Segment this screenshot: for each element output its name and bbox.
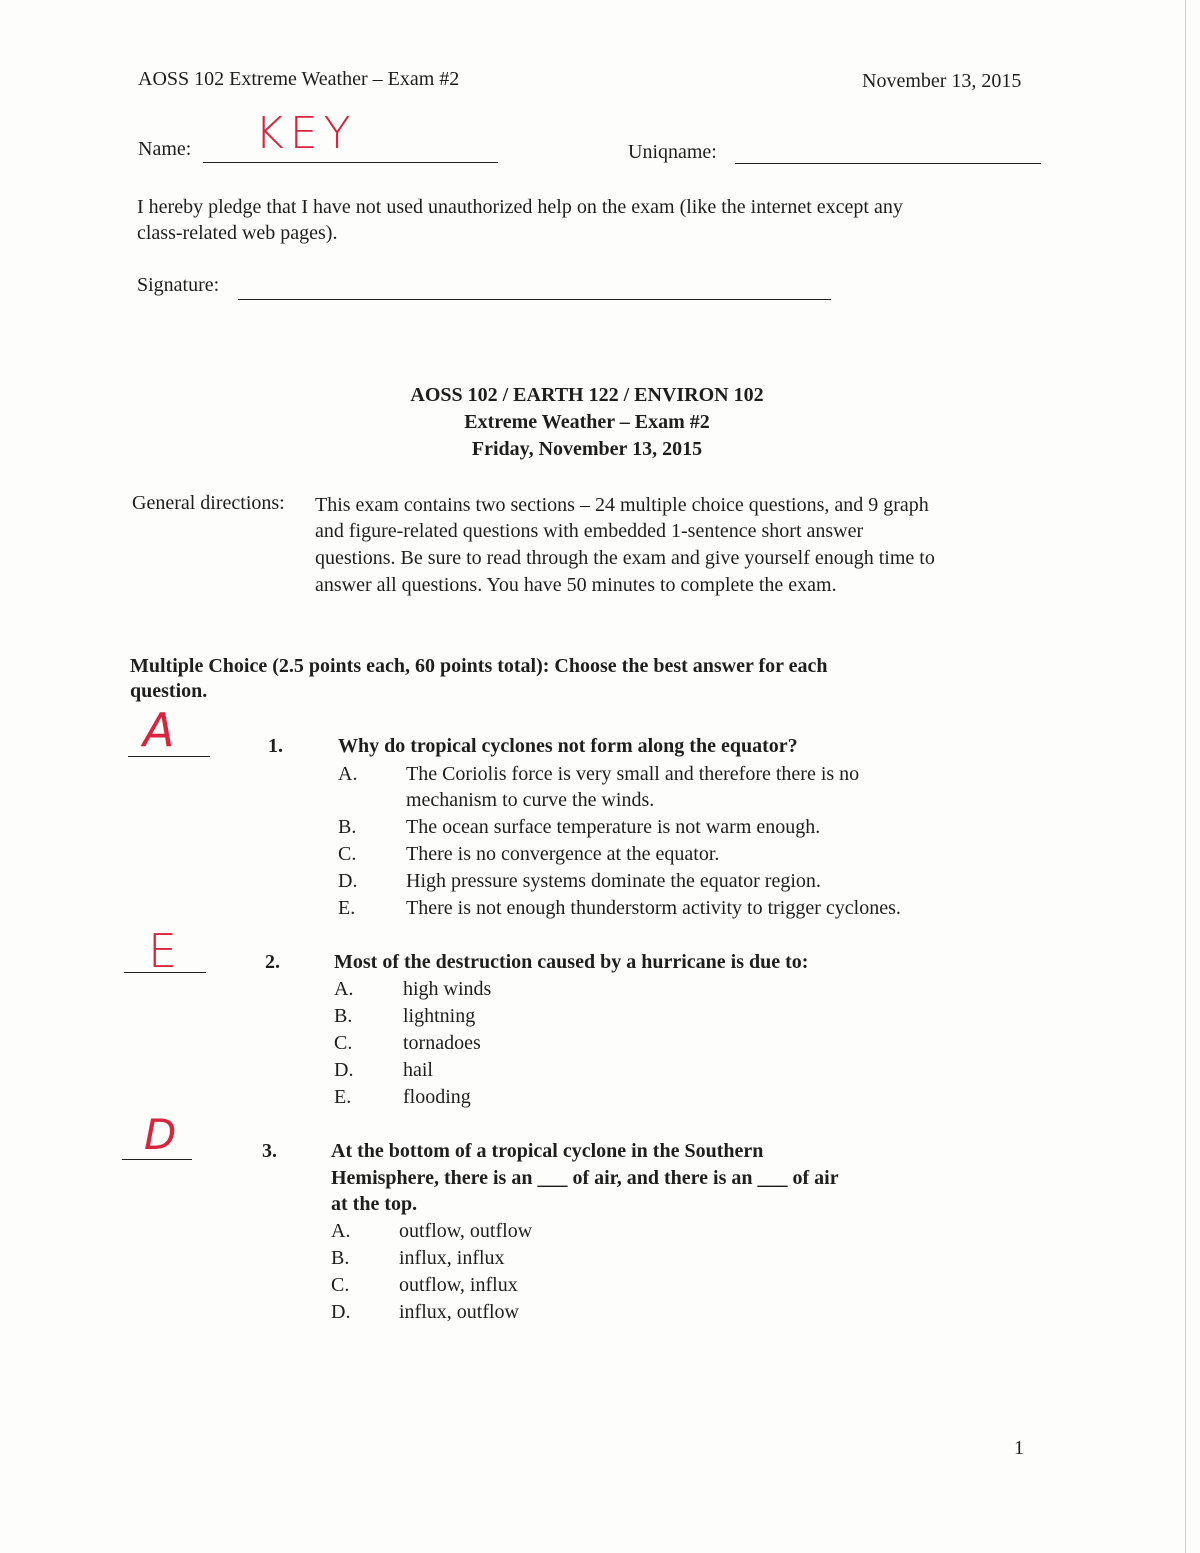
question-number: 3.	[262, 1140, 277, 1162]
question-prompt-line: At the bottom of a tropical cyclone in the Southern	[331, 1140, 764, 1162]
question-prompt-line: at the top.	[331, 1193, 418, 1215]
uniqname-label: Uniqname:	[628, 141, 717, 163]
uniqname-field-line[interactable]	[735, 163, 1041, 164]
option-letter: B.	[334, 1005, 353, 1027]
name-label: Name:	[138, 138, 192, 160]
option-letter: C.	[334, 1032, 353, 1054]
option-letter: C.	[338, 843, 357, 865]
name-field-line[interactable]	[203, 162, 498, 163]
answer-blank-3[interactable]	[122, 1159, 192, 1160]
signature-label: Signature:	[137, 274, 220, 296]
directions-line-4: answer all questions. You have 50 minutes to complete the exam.	[315, 574, 837, 596]
option-text: outflow, outflow	[399, 1220, 533, 1242]
option-letter: E.	[334, 1086, 352, 1108]
answer-key-2: E	[148, 924, 178, 978]
directions-line-2: and figure-related questions with embedded 1-sentence short answer	[315, 520, 864, 542]
course-title: AOSS 102 Extreme Weather – Exam #2	[138, 68, 460, 90]
directions-line-3: questions. Be sure to read through the exam and give yourself enough time to	[315, 547, 935, 569]
directions-line-1: This exam contains two sections – 24 multiple choice questions, and 9 graph	[315, 494, 929, 516]
option-text: high winds	[403, 978, 492, 1000]
section-heading-line-1: Multiple Choice (2.5 points each, 60 points total): Choose the best answer for each	[130, 655, 828, 677]
title-exam: Extreme Weather – Exam #2	[464, 411, 710, 433]
option-text: mechanism to curve the winds.	[406, 789, 655, 811]
answer-key-3: D	[144, 1110, 177, 1159]
question-prompt: Most of the destruction caused by a hurricane is due to:	[334, 951, 809, 973]
option-letter: A.	[338, 763, 358, 785]
option-text: hail	[403, 1059, 433, 1081]
option-text: There is no convergence at the equator.	[406, 843, 720, 865]
answer-blank-1[interactable]	[128, 756, 210, 757]
option-text: flooding	[403, 1086, 471, 1108]
option-text: influx, influx	[399, 1247, 505, 1269]
scan-edge-line	[1185, 0, 1186, 1553]
question-prompt-line: Hemisphere, there is an ___ of air, and there is an ___ of air	[331, 1167, 839, 1189]
pledge-line-1: I hereby pledge that I have not used unauthorized help on the exam (like the internet except any	[137, 196, 903, 218]
title-date: Friday, November 13, 2015	[471, 438, 703, 460]
option-text: lightning	[403, 1005, 476, 1027]
option-letter: E.	[338, 897, 356, 919]
answer-blank-2[interactable]	[124, 972, 206, 973]
option-letter: A.	[334, 978, 354, 1000]
name-handwritten-value: KEY	[255, 108, 357, 159]
pledge-line-2: class-related web pages).	[137, 222, 338, 244]
option-letter: D.	[338, 870, 358, 892]
exam-date: November 13, 2015	[862, 70, 1022, 92]
option-text: The Coriolis force is very small and therefore there is no	[406, 763, 860, 785]
option-text: tornadoes	[403, 1032, 481, 1054]
option-letter: C.	[331, 1274, 350, 1296]
option-text: influx, outflow	[399, 1301, 519, 1323]
question-number: 2.	[265, 951, 280, 973]
section-heading-line-2: question.	[130, 680, 208, 702]
question-number: 1.	[268, 735, 283, 757]
page-number: 1	[1014, 1437, 1024, 1459]
option-letter: A.	[331, 1220, 351, 1242]
option-text: The ocean surface temperature is not warm enough.	[406, 816, 821, 838]
option-text: High pressure systems dominate the equator region.	[406, 870, 821, 892]
option-letter: D.	[331, 1301, 351, 1323]
directions-label: General directions:	[132, 492, 285, 514]
option-text: There is not enough thunderstorm activity to trigger cyclones.	[406, 897, 901, 919]
answer-key-1: A	[143, 703, 175, 757]
signature-field-line[interactable]	[238, 299, 831, 300]
question-prompt: Why do tropical cyclones not form along the equator?	[338, 735, 798, 757]
option-letter: B.	[331, 1247, 350, 1269]
option-text: outflow, influx	[399, 1274, 518, 1296]
title-courses: AOSS 102 / EARTH 122 / ENVIRON 102	[410, 384, 764, 406]
option-letter: D.	[334, 1059, 354, 1081]
option-letter: B.	[338, 816, 357, 838]
